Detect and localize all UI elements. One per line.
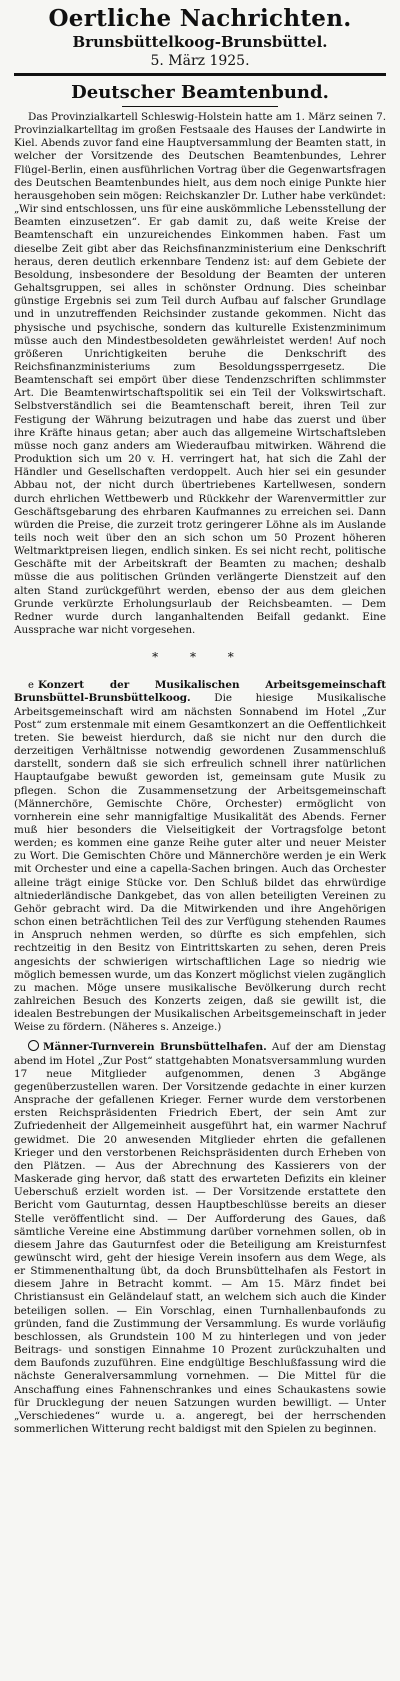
article-headline: Deutscher Beamtenbund. (71, 82, 329, 103)
turnverein-notice (14, 1040, 386, 1436)
section-separator: * * * (152, 650, 248, 665)
headline-rule (122, 106, 278, 107)
turnverein-lead: Männer-Turnverein Brunsbüttelhafen. (43, 1041, 267, 1054)
notice-marker: e (28, 680, 34, 692)
section-subtitle: Brunsbüttelkoog-Brunsbüttel. (72, 33, 328, 51)
concert-notice (14, 679, 386, 1034)
issue-date: 5. März 1925. (150, 53, 250, 69)
masthead-rule (14, 73, 386, 76)
section-title: Oertliche Nachrichten. (48, 5, 352, 32)
turnverein-paragraph (14, 1040, 386, 1436)
circle-bullet-icon (28, 1040, 39, 1051)
article-paragraph: Das Provinzialkartell Schleswig-Holstein hatte am 1. März seinen 7. Provinzialkartelltag im großen Festsaale des Hauses der Landwirte in Kiel. Abends zuvor fand eine Hauptversammlung der Beamten statt, in welcher der Vorsitzende des Deutschen Beamtenbundes, Lehrer Flügel-Berlin, einen ausführlichen Vortrag über die Gegenwartsfragen des Deutschen Beamtenbundes hielt, aus dem noch einige Punkte hier herausgehoben sein mögen: Reichskanzler Dr. Luther habe verkündet: „Wir sind entschlossen, uns für eine auskömmliche Lebensstellung der Beamten einzusetzen“. Er gab damit zu, daß weite Kreise der Beamtenschaft ein unzureichendes Einkommen haben. Fast um dieselbe Zeit gibt aber das Reichsfinanzministerium eine Denkschrift heraus, deren deutlich erkennbare Tendenz ist: auf dem Gebiete der Besoldung, insbesondere der Besoldung der Beamten der unteren Gehaltsgruppen, sei alles in schönster Ordnung. Dies scheinbar günstige Ergebnis sei zum Teil durch Aufbau auf falscher Grundlage und in unzutreffenden Reichsinder zustande gekommen. Nicht das physische und psychische, sondern das kulturelle Existenzminimum müsse auch den Mindestbesoldeten gewährleistet werden! Auf noch größeren Unrichtigkeiten beruhe die Denkschrift des Reichsfinanzministeriums zum Besoldungssperrgesetz. Die Beamtenschaft sei empört über diese Tendenzschriften schlimmster Art. Die Beamtenwirtschaftspolitik sei ein Teil der Volkswirtschaft. Selbstverständlich sei die Beamtenschaft bereit, ihren Teil zur Festigung der Währung beizutragen und habe das zuerst und über ihre Kräfte hinaus getan; aber auch das allgemeine Wirtschaftsleben müsse noch ganz anders am Wiederaufbau mitwirken. Während die Produktion sich um 20 v. H. verringert hat, hat sich die Zahl der Händler und Gesellschaften verdoppelt. Auch hier sei ein gesunder Abbau not, der nicht durch übertriebenes Kartellwesen, sondern durch ehrlichen Wettbewerb und Rückkehr der Warenvermittler zur Geschäftsgebarung des ehrbaren Kaufmannes zu erreichen sei. Dann würden die Preise, die zurzeit trotz geringerer Löhne als im Auslande teils noch weit über den an sich schon um 50 Prozent höheren Weltmarktpreisen liegen, endlich sinken. Es sei nicht recht, politische Geschäfte mit der Arbeitskraft der Beamten zu machen; deshalb müsse die aus politischen Gründen verlängerte Dienstzeit auf den alten Stand zurückgeführt werden, ebenso der aus dem gleichen Grunde verkürzte Erholungsurlaub der Reichsbeamten. — Dem Redner wurde durch langanhaltenden Beifall gedankt. Eine Aussprache war nicht vorgesehen. (14, 111, 386, 637)
turnverein-text: Auf der am Dienstag abend im Hotel „Zur Post“ stattgehabten Monatsversammlung wurden 17 neue Mitglieder aufgenommen, denen 3 Abgänge gegenüberzustellen waren. Der Vorsitzende gedachte in einer kurzen Ansprache der gefallenen Krieger. Ferner wurde dem verstorbenen ersten Reichspräsidenten Friedrich Ebert, der sein Amt zur Zufriedenheit der Allgemeinheit ausgeführt hat, ein warmer Nachruf gewidmet. Die 20 anwesenden Mitglieder ehrten die gefallenen Krieger und den verstorbenen Reichspräsidenten durch Erheben von den Plätzen. — Aus der Abrechnung des Kassierers von der Maskerade ging hervor, daß statt des erwarteten Defizits ein kleiner Ueberschuß erzielt worden ist. — Der Vorsitzende erstattete den Bericht vom Gauturntag, dessen Hauptbeschlüsse bereits an dieser Stelle veröffentlicht sind. — Der Aufforderung des Gaues, daß sämtliche Vereine eine Abstimmung darüber vornehmen sollen, ob in diesem Jahre das Gauturnfest oder die Beteiligung am Kreisturnfest gewünscht wird, geht der hiesige Verein insofern aus dem Wege, als er Stimmenenthaltung übt, da doch Brunsbüttelhafen als Festort in diesem Jahre in Betracht kommt. — Am 15. März findet bei Christiansust ein Geländelauf statt, an welchem sich auch die Kinder beteiligen sollen. — Ein Vorschlag, einen Turnhallenbaufonds zu gründen, fand die Zustimmung der Versammlung. Es wurde vorläufig beschlossen, als Grundstein 100 M zu hinterlegen und von jeder Beitrags- und sonstigen Einnahme 10 Prozent zurückzuhalten und dem Baufonds zuzuführen. Eine endgültige Beschlußfassung wird die nächste Generalversammlung vornehmen. — Die Mittel für die Anschaffung eines Fahnenschrankes und eines Schaukastens sowie für Drucklegung der neuen Satzungen wurden bewilligt. — Unter „Verschiedenes“ wurde u. a. angeregt, bei der herrschenden sommerlichen Witterung recht baldigst mit den Spielen zu beginnen. (14, 1041, 386, 1435)
article-body (14, 111, 386, 637)
concert-lead: Konzert der Musikalischen Arbeitsgemeinschaft Brunsbüttel-Brunsbüttelkoog. (14, 679, 386, 705)
concert-paragraph (14, 679, 386, 1034)
concert-text: Die hiesige Musikalische Arbeitsgemeinschaft wird am nächsten Sonnabend im Hotel „Zur Post“ zum erstenmale mit einem Gesamtkonzert an die Oeffentlichkeit treten. Sie beweist hierdurch, daß sie nicht nur den durch die derzeitigen Verhältnisse notwendig gewordenen Zusammenschluß darstellt, sondern daß sie sich erfreulich schnell ihrer natürlichen Hauptaufgabe bewußt geworden ist, gemeinsam gute Musik zu pflegen. Schon die Zusammensetzung der Arbeitsgemeinschaft (Männerchöre, Gemischte Chöre, Orchester) ermöglicht von vornherein eine sehr mannigfaltige Musikalität des Abends. Ferner muß hier besonders die Vielseitigkeit der Vortragsfolge betont werden; es kommen eine ganze Reihe guter alter und neuer Meister zu Wort. Die Gemischten Chöre und Männerchöre werden je ein Werk mit Orchester und eine a capella-Sachen bringen. Auch das Orchester alleine trägt einige Stücke vor. Den Schluß bildet das ehrwürdige altniederländische Dankgebet, das von allen beteiligten Vereinen zu Gehör gebracht wird. Da die Mitwirkenden und ihre Angehörigen schon einen beträchtlichen Teil des zur Verfügung stehenden Raumes in Anspruch nehmen werden, so dürfte es sich empfehlen, sich rechtzeitig in den Besitz von Eintrittskarten zu sehen, deren Preis angesichts der schwierigen wirtschaftlichen Lage so niedrig wie möglich bemessen wurde, um das Konzert möglichst vielen zugänglich zu machen. Möge unsere musikalische Bevölkerung durch recht zahlreichen Besuch des Konzerts zeigen, daß sie gewillt ist, die idealen Bestrebungen der Musikalischen Arbeitsgemeinschaft in jeder Weise zu fördern. (Näheres s. Anzeige.) (14, 692, 386, 1034)
